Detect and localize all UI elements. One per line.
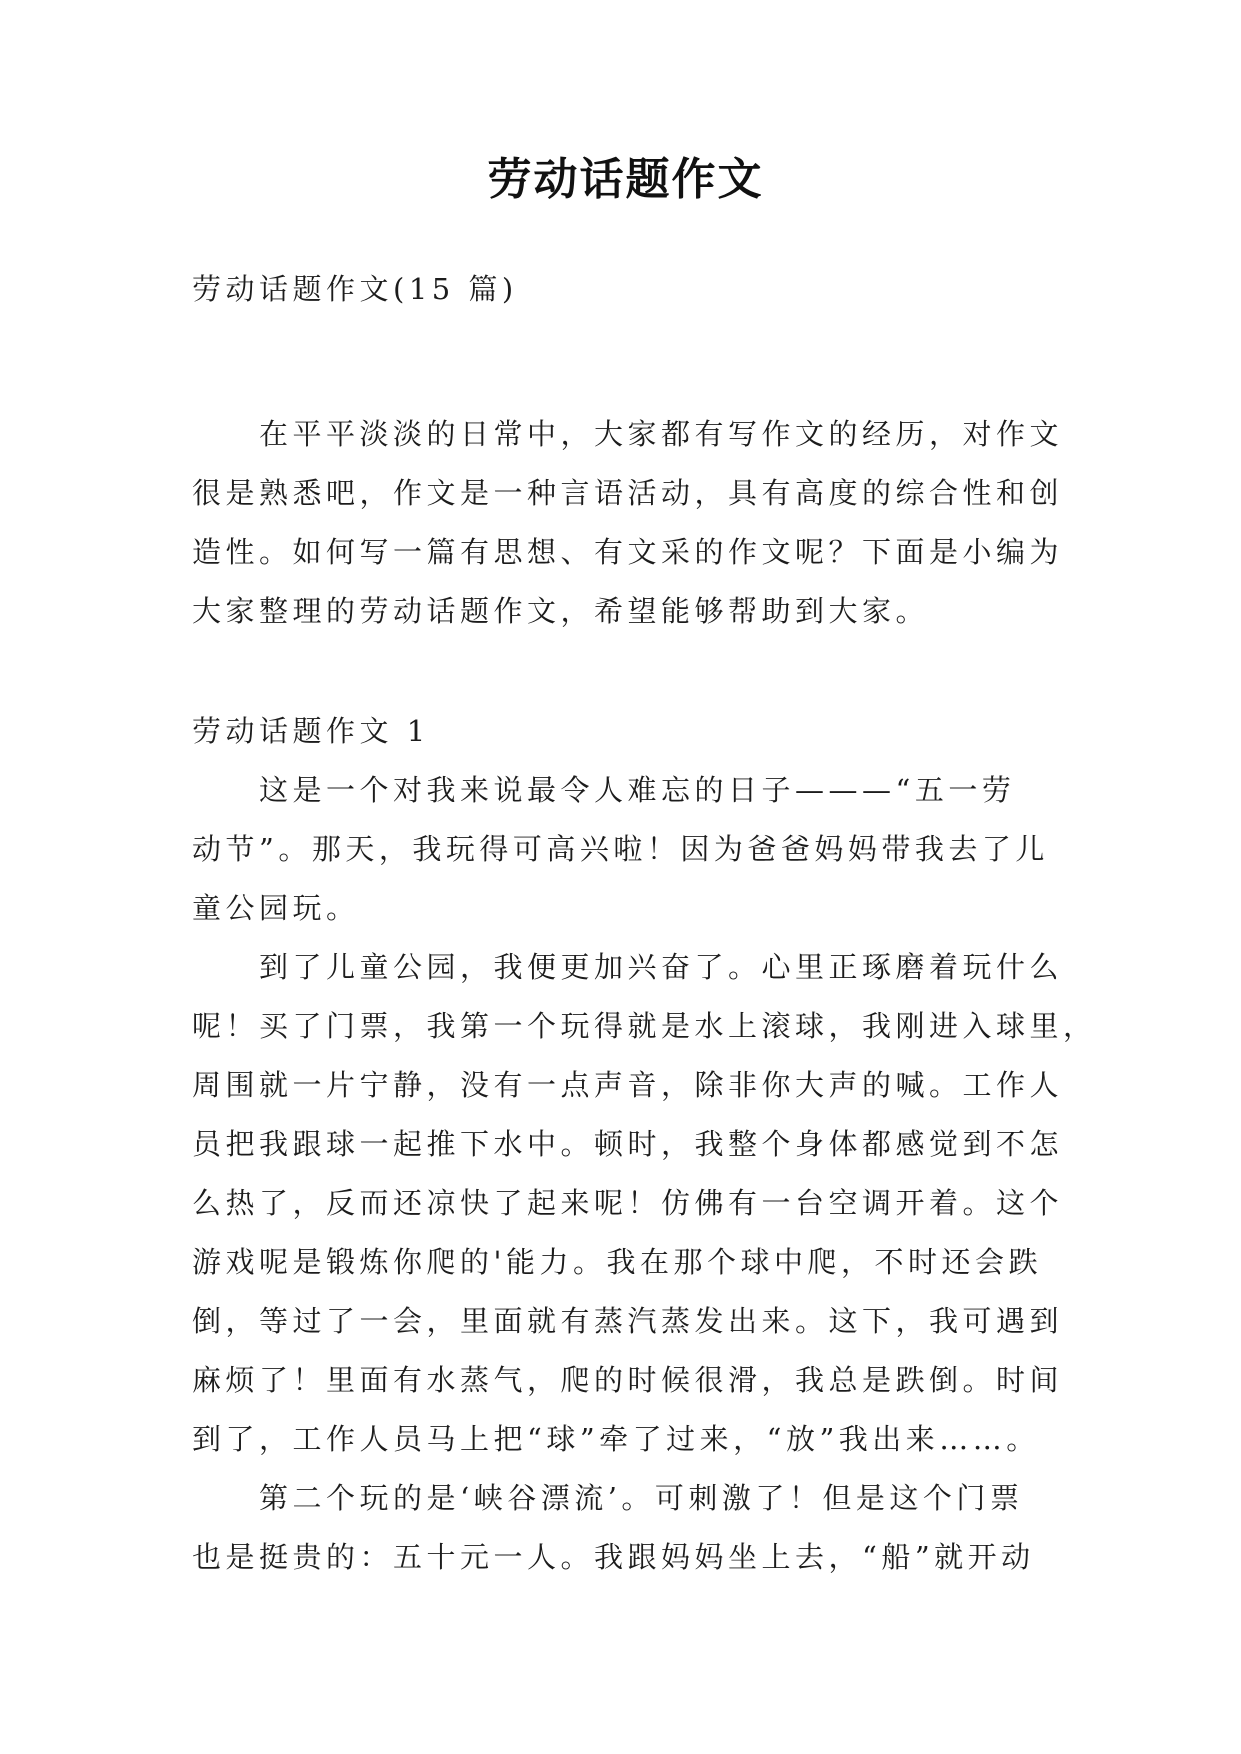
intro-paragraph — [192, 405, 1072, 641]
paragraph-line: 这是一个对我来说最令人难忘的日子———“五一劳 — [259, 773, 1016, 807]
paragraph-line: 麻烦了！里面有水蒸气，爬的时候很滑，我总是跌倒。时间 — [192, 1363, 1064, 1397]
paragraph-line: 员把我跟球一起推下水中。顿时，我整个身体都感觉到不怎 — [192, 1127, 1064, 1161]
paragraph-line: 呢！买了门票，我第一个玩得就是水上滚球，我刚进入球里， — [192, 1009, 1097, 1043]
document-subtitle: 劳动话题作文(15 篇) — [192, 272, 518, 306]
essay-paragraph — [192, 938, 1097, 1469]
document-title: 劳动话题作文 — [487, 154, 764, 205]
paragraph-line: 么热了，反而还凉快了起来呢！仿佛有一台空调开着。这个 — [192, 1186, 1064, 1220]
paragraph-line: 到了，工作人员马上把“球”牵了过来，“放”我出来……。 — [192, 1422, 1040, 1456]
paragraph-line: 周围就一片宁静，没有一点声音，除非你大声的喊。工作人 — [192, 1068, 1064, 1102]
paragraph-line: 造性。如何写一篇有思想、有文采的作文呢？下面是小编为 — [192, 535, 1064, 569]
paragraph-line: 在平平淡淡的日常中，大家都有写作文的经历，对作文 — [259, 417, 1064, 451]
paragraph-line: 到了儿童公园，我便更加兴奋了。心里正琢磨着玩什么 — [259, 950, 1064, 984]
paragraph-line: 游戏呢是锻炼你爬的'能力。我在那个球中爬，不时还会跌 — [192, 1245, 1042, 1279]
essay-section — [192, 702, 1097, 1587]
paragraph-line: 倒，等过了一会，里面就有蒸汽蒸发出来。这下，我可遇到 — [192, 1304, 1064, 1338]
essay-paragraph — [192, 1469, 1072, 1587]
paragraph-line: 童公园玩。 — [192, 891, 360, 925]
paragraph-line: 很是熟悉吧，作文是一种言语活动，具有高度的综合性和创 — [192, 476, 1064, 510]
paragraph-line: 也是挺贵的：五十元一人。我跟妈妈坐上去，“船”就开动 — [192, 1540, 1035, 1574]
paragraph-line: 动节”。那天，我玩得可高兴啦！因为爸爸妈妈带我去了儿 — [192, 832, 1049, 866]
paragraph-line: 大家整理的劳动话题作文，希望能够帮助到大家。 — [192, 594, 930, 628]
document-subtitle-block — [192, 260, 1072, 319]
essay-heading: 劳动话题作文 1 — [192, 714, 430, 748]
essay-paragraph — [192, 761, 1072, 938]
paragraph-line: 第二个玩的是‘峡谷漂流’。可刺激了！但是这个门票 — [259, 1481, 1024, 1515]
